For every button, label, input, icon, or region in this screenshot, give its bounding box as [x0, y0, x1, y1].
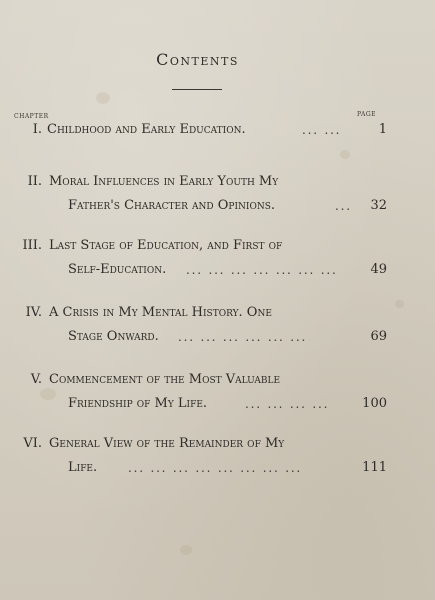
dot-leaders: ... ... ... ... ... ... ... ...: [128, 461, 303, 475]
toc-entry-2[interactable]: [0, 170, 435, 218]
chapter-number: II.: [27, 174, 42, 189]
dot-leaders: ... ... ... ...: [245, 397, 330, 411]
chapter-title: A Crisis in My Mental History. One: [49, 305, 272, 320]
dot-leaders: ... ...: [302, 123, 342, 137]
chapter-title: Commencement of the Most Valuable: [49, 372, 281, 387]
toc-entry-6[interactable]: [0, 432, 435, 480]
paper-stain: [96, 92, 110, 104]
page-number: 49: [370, 262, 387, 277]
paper-stain: [180, 545, 192, 555]
chapter-title: Last Stage of Education, and First of: [49, 238, 283, 253]
contents-heading: Contents: [156, 50, 239, 69]
chapter-number: VI.: [23, 436, 42, 451]
chapter-title: Moral Influences in Early Youth My: [49, 174, 279, 189]
page-number: 111: [362, 460, 387, 475]
heading-rule: [172, 89, 222, 90]
toc-entry-5[interactable]: [0, 368, 435, 416]
dot-leaders: ... ... ... ... ... ... ...: [186, 263, 338, 277]
page-number: 1: [378, 122, 387, 137]
page-number: 32: [370, 198, 387, 213]
toc-entry-1[interactable]: [0, 118, 435, 142]
chapter-title-continued: Father's Character and Opinions.: [68, 198, 276, 213]
toc-entry-3[interactable]: [0, 234, 435, 282]
chapter-number: IV.: [25, 305, 42, 320]
page-column-label: page: [357, 109, 376, 118]
chapter-title: General View of the Remainder of My: [49, 436, 285, 451]
chapter-number: I.: [32, 122, 42, 137]
chapter-title-continued: Life.: [68, 460, 98, 475]
toc-entry-4[interactable]: [0, 301, 435, 349]
chapter-number: V.: [30, 372, 42, 387]
page-number: 100: [362, 396, 387, 411]
chapter-title-continued: Self-Education.: [68, 262, 167, 277]
dot-leaders: ... ... ... ... ... ...: [178, 330, 308, 344]
paper-stain: [340, 150, 350, 159]
chapter-title-continued: Stage Onward.: [68, 329, 159, 344]
chapter-title: Childhood and Early Education.: [47, 122, 246, 137]
chapter-column-label: chapter: [14, 111, 49, 120]
chapter-title-continued: Friendship of My Life.: [68, 396, 208, 411]
page-number: 69: [370, 329, 387, 344]
dot-leaders: ...: [335, 199, 352, 213]
chapter-number: III.: [22, 238, 42, 253]
